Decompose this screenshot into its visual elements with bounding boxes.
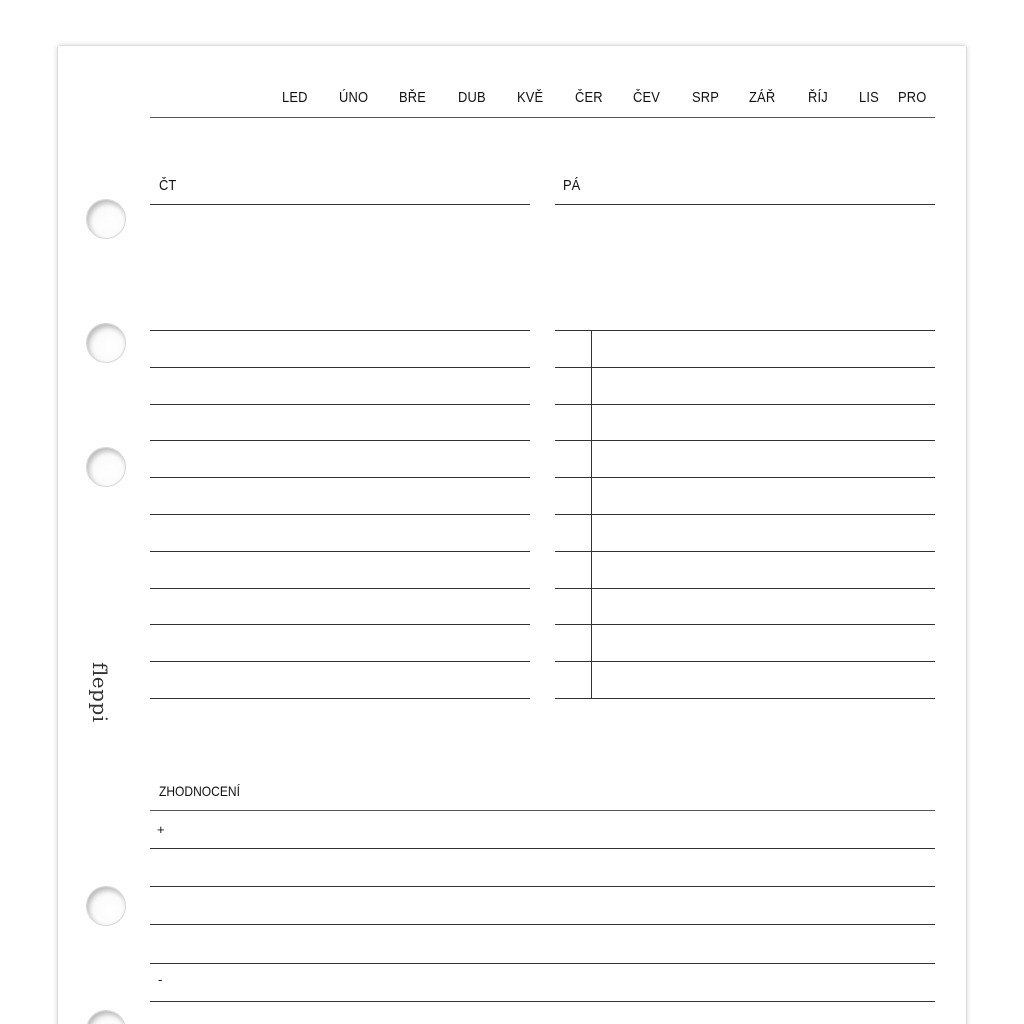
day-label-thursday: ČT — [159, 177, 177, 194]
evaluation-header-line — [150, 810, 935, 811]
ruled-line — [555, 661, 935, 662]
ruled-line — [150, 698, 530, 699]
ruled-line — [555, 588, 935, 589]
month-label[interactable]: ÚNO — [339, 89, 369, 106]
ruled-line — [555, 440, 935, 441]
month-label[interactable]: BŘE — [399, 89, 427, 106]
ruled-line — [150, 330, 530, 331]
ruled-line — [150, 367, 530, 368]
month-label[interactable]: PRO — [898, 89, 927, 106]
ruled-line — [150, 588, 530, 589]
ruled-line — [555, 514, 935, 515]
binder-hole — [86, 447, 126, 487]
planner-page — [58, 46, 966, 1024]
ruled-line — [150, 848, 935, 849]
month-label[interactable]: ČER — [575, 89, 603, 106]
ruled-line — [150, 551, 530, 552]
evaluation-plus-label: + — [157, 822, 165, 837]
day-header-line — [150, 204, 530, 205]
day-label-friday: PÁ — [563, 177, 581, 194]
month-row — [0, 89, 1024, 109]
ruled-line — [555, 698, 935, 699]
evaluation-minus-label: - — [158, 972, 163, 987]
ruled-line — [150, 514, 530, 515]
ruled-line — [150, 924, 935, 925]
ruled-line — [555, 367, 935, 368]
month-label[interactable]: KVĚ — [517, 89, 544, 106]
month-label[interactable]: LED — [282, 89, 308, 106]
month-label[interactable]: LIS — [859, 89, 879, 106]
ruled-line — [555, 330, 935, 331]
time-gutter-divider — [591, 330, 592, 698]
ruled-line — [150, 477, 530, 478]
ruled-line — [150, 1001, 935, 1002]
month-label[interactable]: SRP — [692, 89, 720, 106]
ruled-line — [150, 624, 530, 625]
month-label[interactable]: ZÁŘ — [749, 89, 776, 106]
ruled-line — [150, 440, 530, 441]
month-row-divider — [150, 117, 935, 118]
month-label[interactable]: DUB — [458, 89, 486, 106]
day-header-line — [555, 204, 935, 205]
evaluation-title: ZHODNOCENÍ — [159, 783, 240, 799]
ruled-line — [150, 661, 530, 662]
ruled-line — [555, 404, 935, 405]
ruled-line — [555, 551, 935, 552]
ruled-line — [150, 963, 935, 964]
ruled-line — [150, 886, 935, 887]
ruled-line — [555, 477, 935, 478]
brand-logo: fleppi — [88, 662, 112, 723]
binder-hole — [86, 323, 126, 363]
month-label[interactable]: ČEV — [633, 89, 661, 106]
binder-hole — [86, 199, 126, 239]
binder-hole — [86, 886, 126, 926]
ruled-line — [555, 624, 935, 625]
ruled-line — [150, 404, 530, 405]
month-label[interactable]: ŘÍJ — [808, 89, 828, 106]
